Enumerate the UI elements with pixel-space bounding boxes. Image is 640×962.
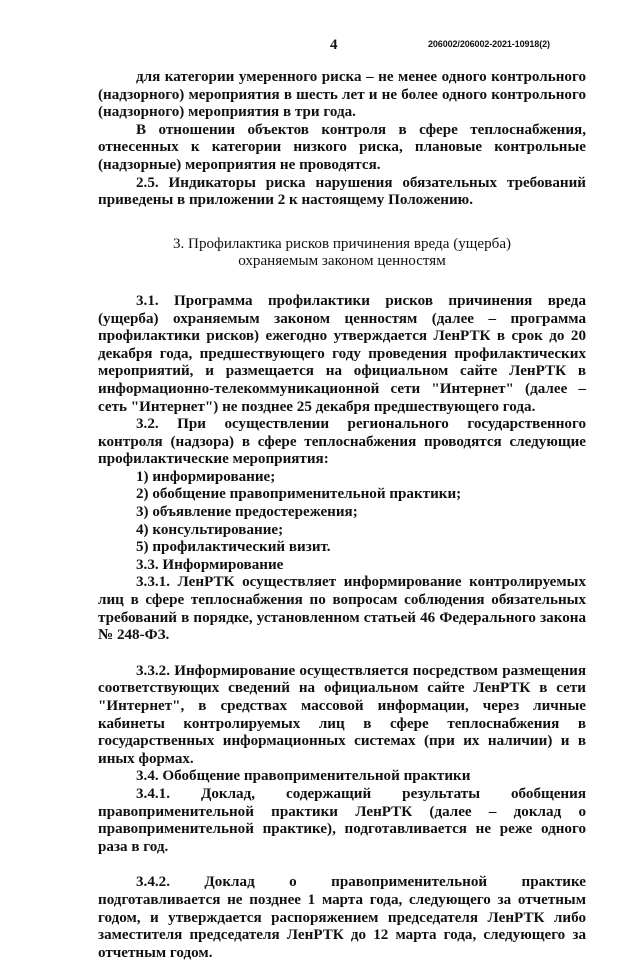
document-body (98, 69, 586, 962)
paragraph-3-3-2: 3.3.2. Информирование осуществляется посредством размещения соответствующих сведений на официальном сайте ЛенРТК в сети "Интернет", в средствах массовой информации, через личные кабинеты контролируемых лиц в сфере теплоснабжения в государственных информационных системах (при их наличии) и в иных формах. (98, 662, 586, 767)
paragraph-3-4-1: 3.4.1. Доклад, содержащий результаты обобщения правоприменительной практики ЛенРТК (далее – доклад о правоприменительной практике), подготавливается не реже одного раза в год. (98, 785, 586, 855)
subheading-3-3: 3.3. Информирование (136, 556, 284, 573)
page-number: 4 (330, 37, 338, 53)
paragraph-3-2: 3.2. При осуществлении регионального государственного контроля (надзора) в сфере теплоснабжения проводятся следующие профилактические мероприятия: (98, 416, 586, 468)
paragraph-3-3-1: 3.3.1. ЛенРТК осуществляет информирование контролируемых лиц в сфере теплоснабжения по вопросам соблюдения обязательных требований в порядке, установленном статьей 46 Федерального закона № 248-ФЗ. (98, 574, 586, 644)
list-item-4: 4) консультирование; (136, 521, 284, 538)
paragraph-risk-moderate: для категории умеренного риска – не менее одного контрольного (надзорного) мероприятия в шесть лет и не более одного контрольного (надзорного) мероприятия в три года. (98, 69, 586, 121)
list-item-3: 3) объявление предостережения; (136, 504, 358, 521)
document-id: 206002/206002-2021-10918(2) (428, 39, 550, 49)
subheading-3-4: 3.4. Обобщение правоприменительной практики (136, 768, 471, 785)
list-item-2: 2) обобщение правоприменительной практики; (136, 486, 462, 503)
paragraph-2-5: 2.5. Индикаторы риска нарушения обязательных требований приведены в приложении 2 к настоящему Положению. (98, 174, 586, 209)
section-title (98, 236, 586, 271)
paragraph-3-1: 3.1. Программа профилактики рисков причинения вреда (ущерба) охраняемым законом ценностям (далее – программа профилактики рисков) ежегодно утверждается ЛенРТК в срок до 20 декабря года, предшествующего году проведения профилактических мероприятий, и размещается на официальном сайте ЛенРТК в информационно-телекоммуникационной сети "Интернет" (далее – сеть "Интернет") не позднее 25 декабря предшествующего года. (98, 292, 586, 415)
section-title-line-1: 3. Профилактика рисков причинения вреда (ущерба) (172, 235, 512, 252)
section-title-line-2: охраняемым законом ценностям (238, 253, 446, 270)
paragraph-risk-low: В отношении объектов контроля в сфере теплоснабжения, отнесенных к категории низкого риска, плановые контрольные (надзорные) мероприятия не проводятся. (98, 121, 586, 173)
paragraph-3-4-2: 3.4.2. Доклад о правоприменительной практике подготавливается не позднее 1 марта года, следующего за отчетным годом, и утверждается распоряжением председателя ЛенРТК либо заместителя председателя ЛенРТК до 12 марта года, следующего за отчетным годом. (98, 874, 586, 961)
list-item-5: 5) профилактический визит. (136, 539, 331, 556)
list-item-1: 1) информирование; (136, 468, 276, 485)
